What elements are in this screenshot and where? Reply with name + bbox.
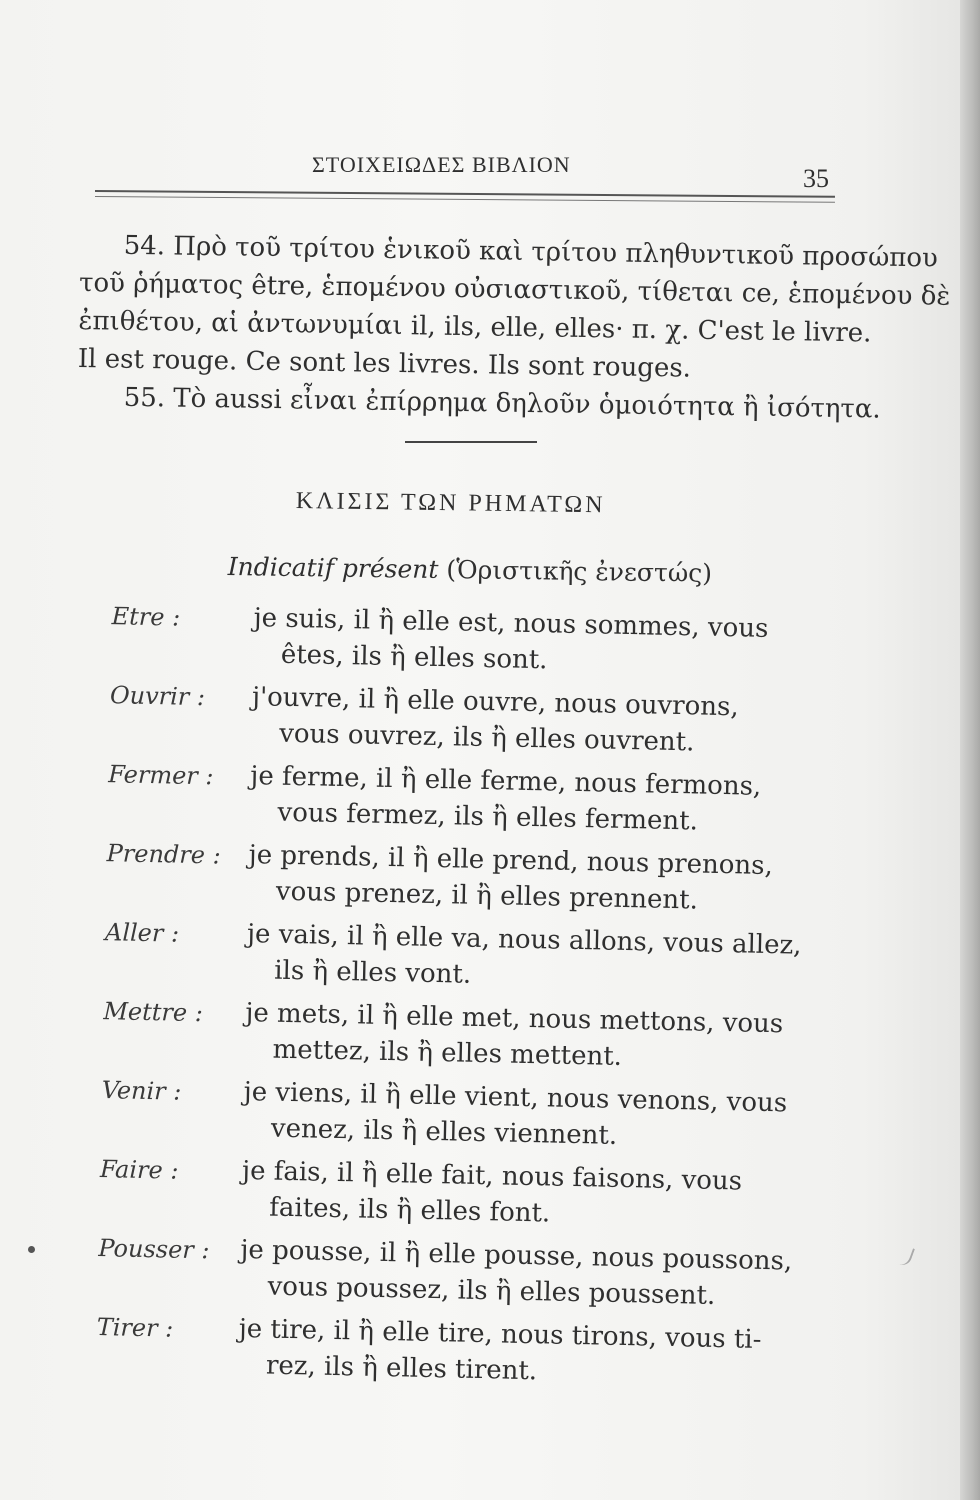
- verb-forms-line2: vous prenez, il ἢ elles prennent.: [275, 876, 699, 916]
- paragraph-line: 54. Πρὸ τοῦ τρίτου ἑνικοῦ καὶ τρίτου πληθυντικοῦ προσώπου: [123, 230, 939, 274]
- verb-forms-line2: venez, ils ἢ elles viennent.: [270, 1113, 618, 1151]
- verb-name: Tirer :: [96, 1313, 174, 1343]
- margin-ink-dot: [28, 1246, 35, 1253]
- verb-forms-line2: ils ἢ elles vont.: [273, 955, 472, 990]
- section-divider: [405, 441, 537, 443]
- verb-entry: [102, 600, 843, 694]
- verb-entry: [89, 1232, 830, 1326]
- verb-forms-line2: mettez, ils ἢ elles mettent.: [272, 1034, 623, 1072]
- verb-name: Etre :: [111, 602, 181, 632]
- verb-forms-line2: vous ouvrez, ils ἢ elles ouvrent.: [278, 718, 695, 758]
- margin-pencil-mark: [895, 1244, 915, 1268]
- verb-name: Faire :: [99, 1155, 179, 1185]
- page-edge-shadow: [960, 0, 980, 1500]
- section-title: ΚΛΙΣΙΣ ΤΩΝ ΡΗΜΑΤΩΝ: [295, 488, 606, 519]
- paragraph-line: ἐπιθέτου, αἱ ἀντωνυμίαι il, ils, elle, elles· π. χ. C'est le livre.: [78, 305, 872, 349]
- verb-name: Venir :: [101, 1076, 182, 1106]
- subtitle-french: Indicatif présent: [227, 552, 439, 584]
- verb-name: Pousser :: [98, 1234, 210, 1265]
- verb-entry: [92, 1074, 833, 1168]
- verb-entry: [87, 1311, 828, 1405]
- verb-forms-line1: je ferme, il ἢ elle ferme, nous fermons,: [250, 761, 762, 802]
- verb-entry: [91, 1153, 832, 1247]
- verb-forms-line2: rez, ils ἢ elles tirent.: [265, 1350, 538, 1387]
- verb-entry: [97, 837, 838, 931]
- paragraph-line: τοῦ ῥήματος être, ἑπομένου οὐσιαστικοῦ, τίθεται ce, ἑπομένου δὲ: [78, 267, 951, 312]
- verb-entry: [94, 995, 835, 1089]
- paragraph-line: Il est rouge. Ce sont les livres. Ils sont rouges.: [77, 343, 692, 384]
- verb-forms-line1: j'ouvre, il ἢ elle ouvre, nous ouvrons,: [251, 682, 739, 723]
- verb-forms-line1: je prends, il ἢ elle prend, nous prenons,: [248, 840, 774, 882]
- verb-entry: [99, 758, 840, 852]
- verb-forms-line2: faites, ils ἢ elles font.: [268, 1192, 551, 1229]
- verb-forms-line1: je tire, il ἢ elle tire, nous tirons, vous ti-: [238, 1313, 762, 1355]
- verb-forms-line1: je vais, il ἢ elle va, nous allons, vous allez,: [246, 919, 802, 961]
- verb-forms-line1: je viens, il ἢ elle vient, nous venons, vous: [243, 1077, 788, 1119]
- verb-name: Aller :: [104, 918, 180, 948]
- verb-forms-line1: je mets, il ἢ elle met, nous mettons, vous: [245, 998, 784, 1040]
- paragraph-54: [77, 226, 951, 390]
- verb-name: Ouvrir :: [109, 681, 206, 712]
- verb-forms-line2: vous poussez, ils ἢ elles poussent.: [267, 1271, 716, 1311]
- subtitle-greek: (Ὁριστικῆς ἐνεστώς): [446, 555, 713, 588]
- header-rule-thin: [95, 196, 835, 203]
- verb-name: Mettre :: [103, 997, 204, 1028]
- verb-forms-line2: vous fermez, ils ἢ elles ferment.: [277, 797, 699, 837]
- verb-name: Fermer :: [108, 760, 214, 791]
- verb-entry: [101, 679, 842, 773]
- verb-forms-line2: êtes, ils ἢ elles sont.: [280, 639, 548, 676]
- verb-forms-line1: je fais, il ἢ elle fait, nous faisons, vous: [241, 1156, 743, 1197]
- page-number: 35: [803, 164, 829, 193]
- paragraph-line: 55. Τὸ aussi εἶναι ἐπίρρημα δηλοῦν ὁμοιότητα ἢ ἰσότητα.: [123, 382, 881, 425]
- verb-entry: [96, 916, 837, 1010]
- section-subtitle: [228, 552, 713, 588]
- conjugation-list: [87, 600, 843, 1405]
- verb-forms-line1: je pousse, il ἢ elle pousse, nous poussons,: [240, 1235, 793, 1277]
- verb-name: Prendre :: [106, 839, 222, 870]
- verb-forms-line1: je suis, il ἢ elle est, nous sommes, vous: [253, 603, 769, 644]
- running-title: ΣΤΟΙΧΕΙΩΔΕΣ ΒΙΒΛΙΟΝ: [312, 152, 571, 177]
